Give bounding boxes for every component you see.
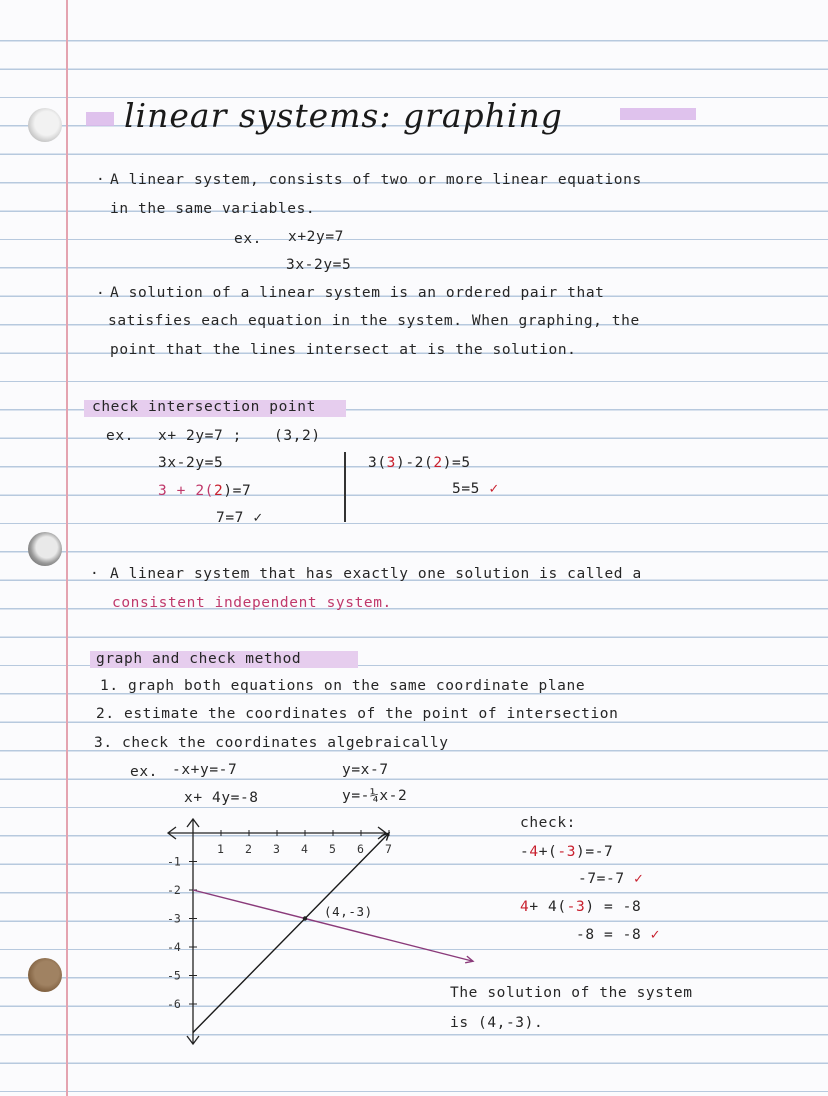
page-title: linear systems: graphing xyxy=(124,96,563,135)
equation-2-solved: y=-¼x-2 xyxy=(342,788,408,804)
y-tick-label: -6 xyxy=(167,997,181,1011)
step-1: 1. graph both equations on the same coordinate plane xyxy=(100,678,586,694)
section-heading: graph and check method xyxy=(96,651,302,667)
conclusion-line-1: The solution of the system xyxy=(450,985,693,1001)
test-point: (3,2) xyxy=(274,428,321,444)
y-tick-label: -5 xyxy=(167,968,181,983)
x-tick-label: 2 xyxy=(245,842,252,856)
step-2: 2. estimate the coordinates of the point of intersection xyxy=(96,706,619,722)
x-tick-label: 1 xyxy=(217,842,224,856)
solution-line-2: satisfies each equation in the system. When graphing, the xyxy=(108,313,640,329)
conclusion-line-2: is (4,-3). xyxy=(450,1015,544,1031)
intersection-point xyxy=(303,916,307,920)
check-title: check: xyxy=(520,815,576,831)
step-3: 3. check the coordinates algebraically xyxy=(94,735,449,751)
x-tick-label: 3 xyxy=(273,842,280,856)
series-line xyxy=(193,890,473,961)
check-1-result: -7=-7 ✓ xyxy=(578,871,644,887)
x-tick-label: 6 xyxy=(357,842,364,856)
consistent-line-2: consistent independent system. xyxy=(112,595,392,611)
intersection-label: (4,-3) xyxy=(324,904,373,919)
substitution-2-result: 5=5 ✓ xyxy=(452,481,499,497)
definition-line-2: in the same variables. xyxy=(110,201,316,217)
equation-1: -x+y=-7 xyxy=(172,762,238,778)
example-label: ex. xyxy=(106,428,134,444)
equation-2: x+ 4y=-8 xyxy=(184,790,259,806)
check-2: 4+ 4(-3) = -8 xyxy=(520,899,642,915)
substitution-2: 3(3)-2(2)=5 xyxy=(368,455,471,471)
solution-line-3: point that the lines intersect at is the solution. xyxy=(110,342,577,358)
bullet: · xyxy=(96,172,106,188)
equation-1: x+ 2y=7 ; xyxy=(158,428,242,444)
solution-line-1: A solution of a linear system is an ordered pair that xyxy=(110,285,605,301)
check-1: -4+(-3)=-7 xyxy=(520,844,614,860)
definition-line-1: A linear system, consists of two or more linear equations xyxy=(110,172,642,188)
y-tick-label: -3 xyxy=(167,911,181,926)
substitution-1: 3 + 2(2)=7 xyxy=(158,483,252,499)
section-heading: check intersection point xyxy=(92,399,316,415)
consistent-line-1: A linear system that has exactly one solution is called a xyxy=(110,566,642,582)
equation-1-solved: y=x-7 xyxy=(342,762,389,778)
y-tick-label: -2 xyxy=(167,883,181,897)
example-label: ex. xyxy=(130,764,158,780)
example-label: ex. xyxy=(234,231,262,247)
example-equation-2: 3x-2y=5 xyxy=(286,257,352,273)
check-2-result: -8 = -8 ✓ xyxy=(576,927,660,943)
y-tick-label: -1 xyxy=(167,854,181,869)
bullet: · xyxy=(90,566,100,582)
example-equation-1: x+2y=7 xyxy=(288,229,344,245)
y-tick-label: -4 xyxy=(167,940,181,954)
equation-2: 3x-2y=5 xyxy=(158,455,224,471)
bullet: · xyxy=(96,286,106,302)
x-tick-label: 4 xyxy=(301,842,308,856)
x-tick-label: 7 xyxy=(385,842,392,856)
x-tick-label: 5 xyxy=(329,842,336,856)
substitution-1-result: 7=7 ✓ xyxy=(216,510,263,526)
